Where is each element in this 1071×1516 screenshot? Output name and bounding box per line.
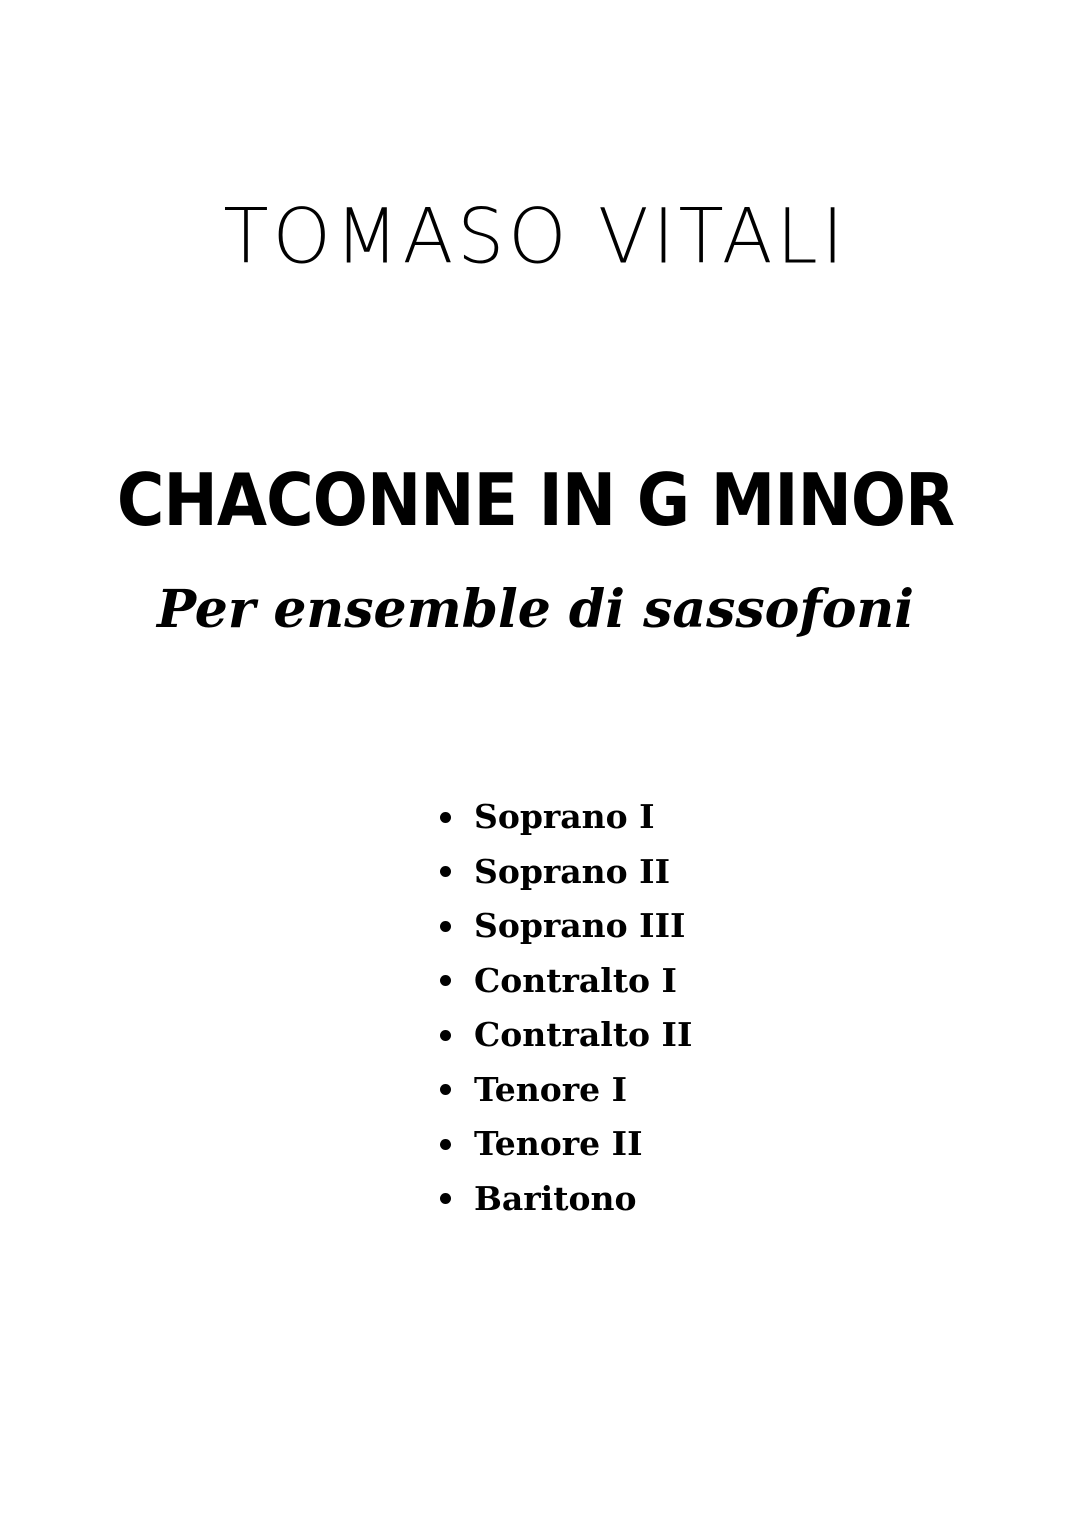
list-item bbox=[436, 1008, 692, 1063]
list-item bbox=[436, 1063, 692, 1118]
bullet-icon bbox=[440, 1193, 451, 1204]
list-item bbox=[436, 790, 692, 845]
bullet-icon bbox=[440, 975, 451, 986]
list-item bbox=[436, 845, 692, 900]
list-item bbox=[436, 954, 692, 1009]
bullet-icon bbox=[440, 866, 451, 877]
part-label: Contralto II bbox=[474, 1015, 693, 1054]
list-item bbox=[436, 1117, 692, 1172]
list-item bbox=[436, 899, 692, 954]
list-item bbox=[436, 1172, 692, 1227]
part-label: Contralto I bbox=[474, 960, 677, 1000]
piece-title: CHACONNE IN G MINOR bbox=[116, 458, 955, 542]
bullet-icon bbox=[440, 1084, 451, 1095]
part-label: Soprano I bbox=[474, 797, 655, 836]
bullet-icon bbox=[440, 1030, 451, 1041]
part-label: Soprano III bbox=[474, 906, 686, 945]
bullet-icon bbox=[440, 812, 451, 823]
part-label: Baritono bbox=[474, 1178, 637, 1218]
instrument-list bbox=[436, 790, 692, 1226]
part-label: Tenore II bbox=[474, 1124, 643, 1163]
part-label: Soprano II bbox=[474, 851, 671, 891]
bullet-icon bbox=[440, 921, 451, 932]
part-label: Tenore I bbox=[474, 1069, 628, 1109]
composer-name: TOMASO VITALI bbox=[223, 193, 848, 281]
piece-subtitle: Per ensemble di sassofoni bbox=[157, 579, 914, 640]
bullet-icon bbox=[440, 1139, 451, 1150]
